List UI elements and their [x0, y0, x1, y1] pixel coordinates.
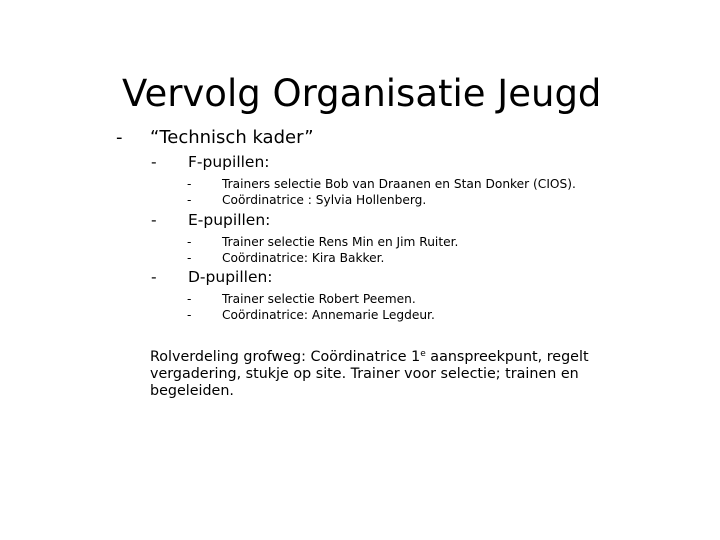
bullet-dash: -: [187, 251, 192, 265]
group-label-d-pupillen: D-pupillen:: [188, 268, 273, 286]
bullet-dash: -: [151, 268, 157, 286]
group-label-e-pupillen: E-pupillen:: [188, 211, 271, 229]
section-label: “Technisch kader”: [150, 127, 314, 148]
list-item: Trainers selectie Bob van Draanen en Stan Donker (CIOS).: [222, 177, 576, 191]
rolverdeling-paragraph: [150, 349, 620, 400]
slide-title: Vervolg Organisatie Jeugd: [122, 72, 602, 115]
bullet-dash: -: [187, 292, 192, 306]
group-label-f-pupillen: F-pupillen:: [188, 153, 270, 171]
list-item: Coördinatrice: Kira Bakker.: [222, 251, 385, 265]
bullet-dash: -: [116, 127, 123, 148]
list-item: Coördinatrice : Sylvia Hollenberg.: [222, 193, 427, 207]
bullet-dash: -: [187, 177, 192, 191]
ordinal-superscript: e: [420, 349, 426, 359]
bullet-dash: -: [151, 211, 157, 229]
rolverdeling-text-part2: aanspreekpunt, regelt vergadering, stukje op site. Trainer voor selectie; trainen en begeleiden.: [150, 349, 589, 399]
rolverdeling-text-part1: Rolverdeling grofweg: Coördinatrice 1: [150, 349, 421, 365]
bullet-dash: -: [151, 153, 157, 171]
list-item: Coördinatrice: Annemarie Legdeur.: [222, 308, 435, 322]
bullet-dash: -: [187, 235, 192, 249]
bullet-dash: -: [187, 193, 192, 207]
list-item: Trainer selectie Robert Peemen.: [222, 292, 416, 306]
list-item: Trainer selectie Rens Min en Jim Ruiter.: [222, 235, 459, 249]
bullet-dash: -: [187, 308, 192, 322]
